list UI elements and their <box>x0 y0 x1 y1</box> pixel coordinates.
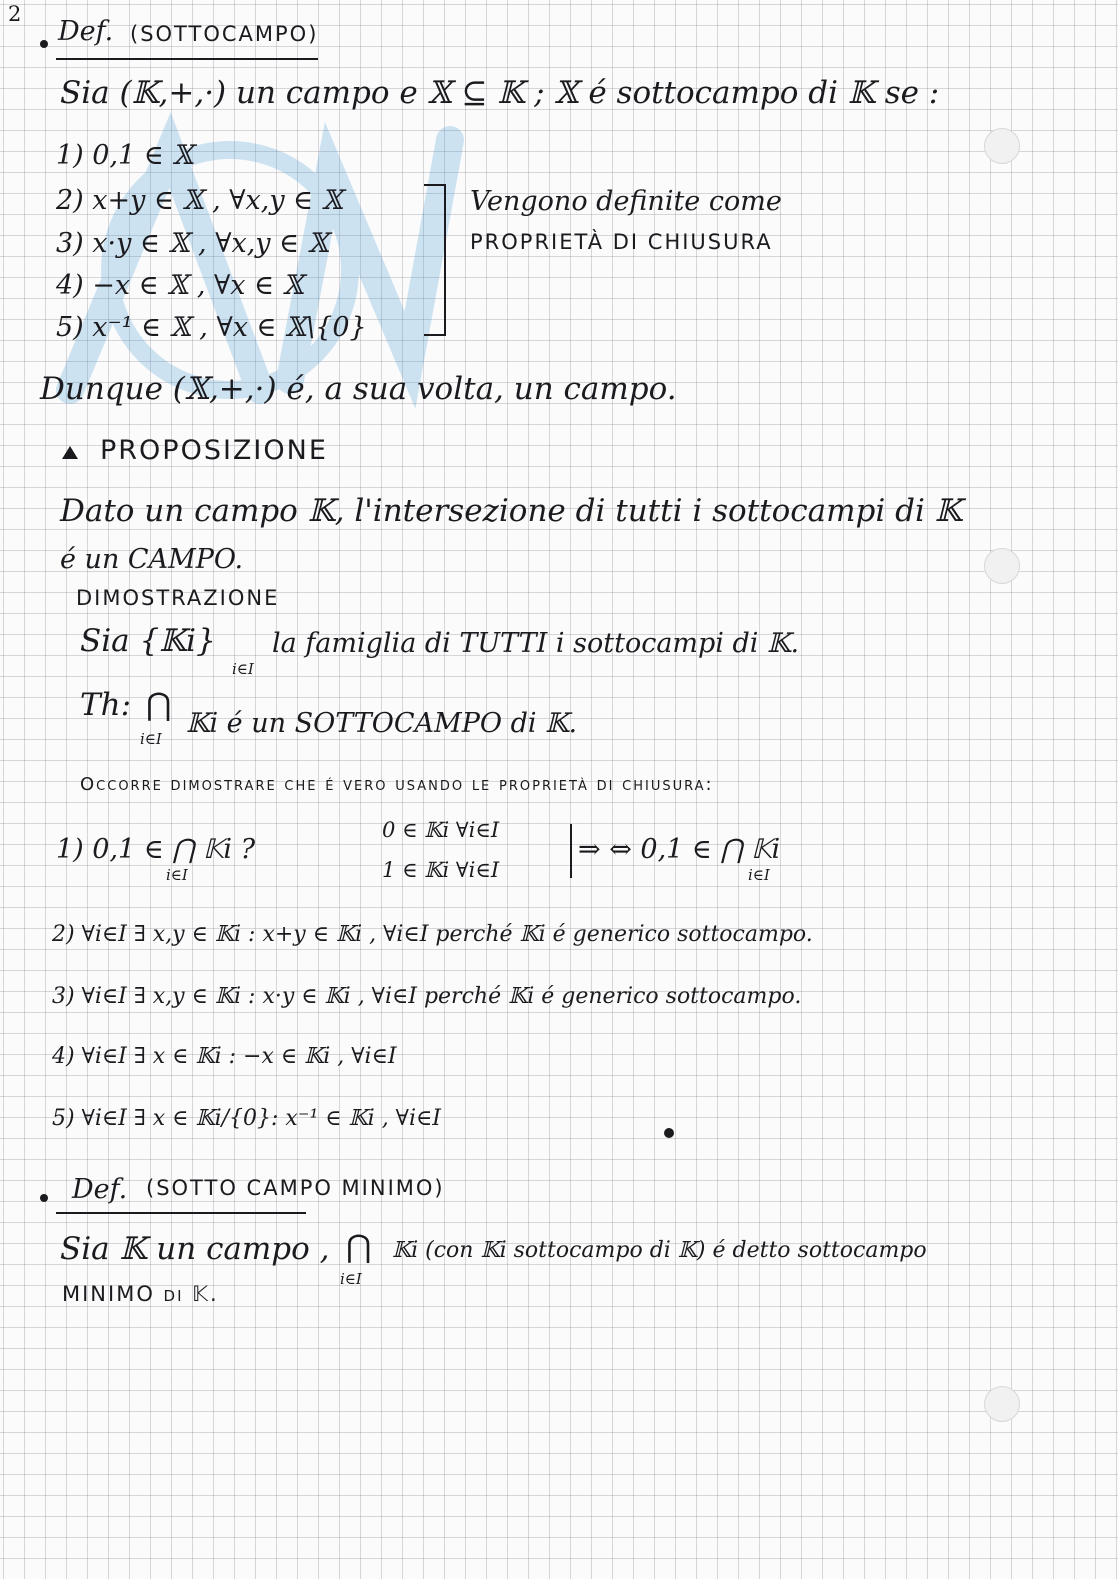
demo-sia-subscript: i∈I <box>232 660 254 678</box>
def2-line-1-start: Sia 𝕂 un campo , <box>60 1231 330 1267</box>
closure-bracket <box>424 184 446 336</box>
qed-dot <box>664 1128 674 1138</box>
punch-hole <box>984 128 1020 164</box>
def1-item-2: 2) x+y ∈ 𝕏 , ∀x,y ∈ 𝕏 <box>56 185 343 216</box>
prop-line-1: Dato un campo 𝕂, l'intersezione di tutti i sottocampi di 𝕂 <box>60 493 962 529</box>
def1-item-4: 4) −x ∈ 𝕏 , ∀x ∈ 𝕏 <box>56 270 304 301</box>
def2-label: Def. <box>72 1174 128 1205</box>
th-intersection-symbol: ⋂ <box>146 687 172 723</box>
bracket-note-1: Vengono definite come <box>470 186 782 217</box>
def1-intro: Sia (𝕂,+,·) un campo e 𝕏 ⊆ 𝕂 ; 𝕏 é sottocampo di 𝕂 se : <box>60 75 940 111</box>
def1-item-3: 3) x·y ∈ 𝕏 , ∀x,y ∈ 𝕏 <box>56 228 329 259</box>
def2-line-1-end: 𝕂i (con 𝕂i sottocampo di 𝕂) é detto sottocampo <box>392 1238 927 1263</box>
title-underline <box>56 1212 306 1214</box>
bullet <box>40 40 48 48</box>
step-2: 2) ∀i∈I ∃ x,y ∈ 𝕂i : x+y ∈ 𝕂i , ∀i∈I perché 𝕂i é generico sottocampo. <box>52 922 813 947</box>
title-underline <box>56 58 318 60</box>
demo-title: DIMOSTRAZIONE <box>76 586 280 610</box>
th-subscript: i∈I <box>140 730 162 748</box>
def1-title: (SOTTOCAMPO) <box>130 22 319 46</box>
demo-sia: Sia {𝕂i} <box>80 623 216 659</box>
th-label: Th: <box>80 687 132 723</box>
def1-item-1: 1) 0,1 ∈ 𝕏 <box>56 140 194 171</box>
step-1-result-subscript: i∈I <box>748 866 770 884</box>
punch-hole <box>984 548 1020 584</box>
def1-item-5: 5) x⁻¹ ∈ 𝕏 , ∀x ∈ 𝕏\{0} <box>56 312 367 343</box>
step-5: 5) ∀i∈I ∃ x ∈ 𝕂i/{0}: x⁻¹ ∈ 𝕂i , ∀i∈I <box>52 1106 441 1131</box>
step-4: 4) ∀i∈I ∃ x ∈ 𝕂i : −x ∈ 𝕂i , ∀i∈I <box>52 1044 397 1069</box>
step-1: 1) 0,1 ∈ ⋂ 𝕂i ? <box>56 834 256 865</box>
prop-title: PROPOSIZIONE <box>100 435 328 466</box>
demo-sia-rest: la famiglia di TUTTI i sottocampi di 𝕂. <box>272 628 800 659</box>
step-1-result: ⇒ ⇔ 0,1 ∈ ⋂ 𝕂i <box>578 834 781 865</box>
prop-line-2: é un CAMPO. <box>60 544 244 575</box>
bullet <box>40 1194 48 1202</box>
def2-subscript: i∈I <box>340 1270 362 1288</box>
occorre-line: Occorre dimostrare che é vero usando le proprietà di chiusura: <box>80 774 714 795</box>
page-number: 2 <box>8 2 22 26</box>
def1-label: Def. <box>58 16 114 47</box>
def2-intersection-symbol: ⋂ <box>346 1229 372 1265</box>
th-rest: 𝕂i é un SOTTOCAMPO di 𝕂. <box>186 708 578 739</box>
def2-line-2: MINIMO di 𝕂. <box>62 1282 219 1306</box>
bracket-note-2: PROPRIETÀ DI CHIUSURA <box>470 230 773 254</box>
def1-conclusion: Dunque (𝕏,+,·) é, a sua volta, un campo. <box>40 371 677 407</box>
triangle-bullet <box>62 446 78 459</box>
step-1-reason-0: 0 ∈ 𝕂i ∀i∈I <box>382 818 500 842</box>
step-1-bar <box>570 824 572 878</box>
step-3: 3) ∀i∈I ∃ x,y ∈ 𝕂i : x·y ∈ 𝕂i , ∀i∈I perché 𝕂i é generico sottocampo. <box>52 984 802 1009</box>
def2-title: (SOTTO CAMPO MINIMO) <box>146 1176 445 1200</box>
step-1-reason-1: 1 ∈ 𝕂i ∀i∈I <box>382 858 500 882</box>
step-1-subscript: i∈I <box>166 866 188 884</box>
punch-hole <box>984 1386 1020 1422</box>
